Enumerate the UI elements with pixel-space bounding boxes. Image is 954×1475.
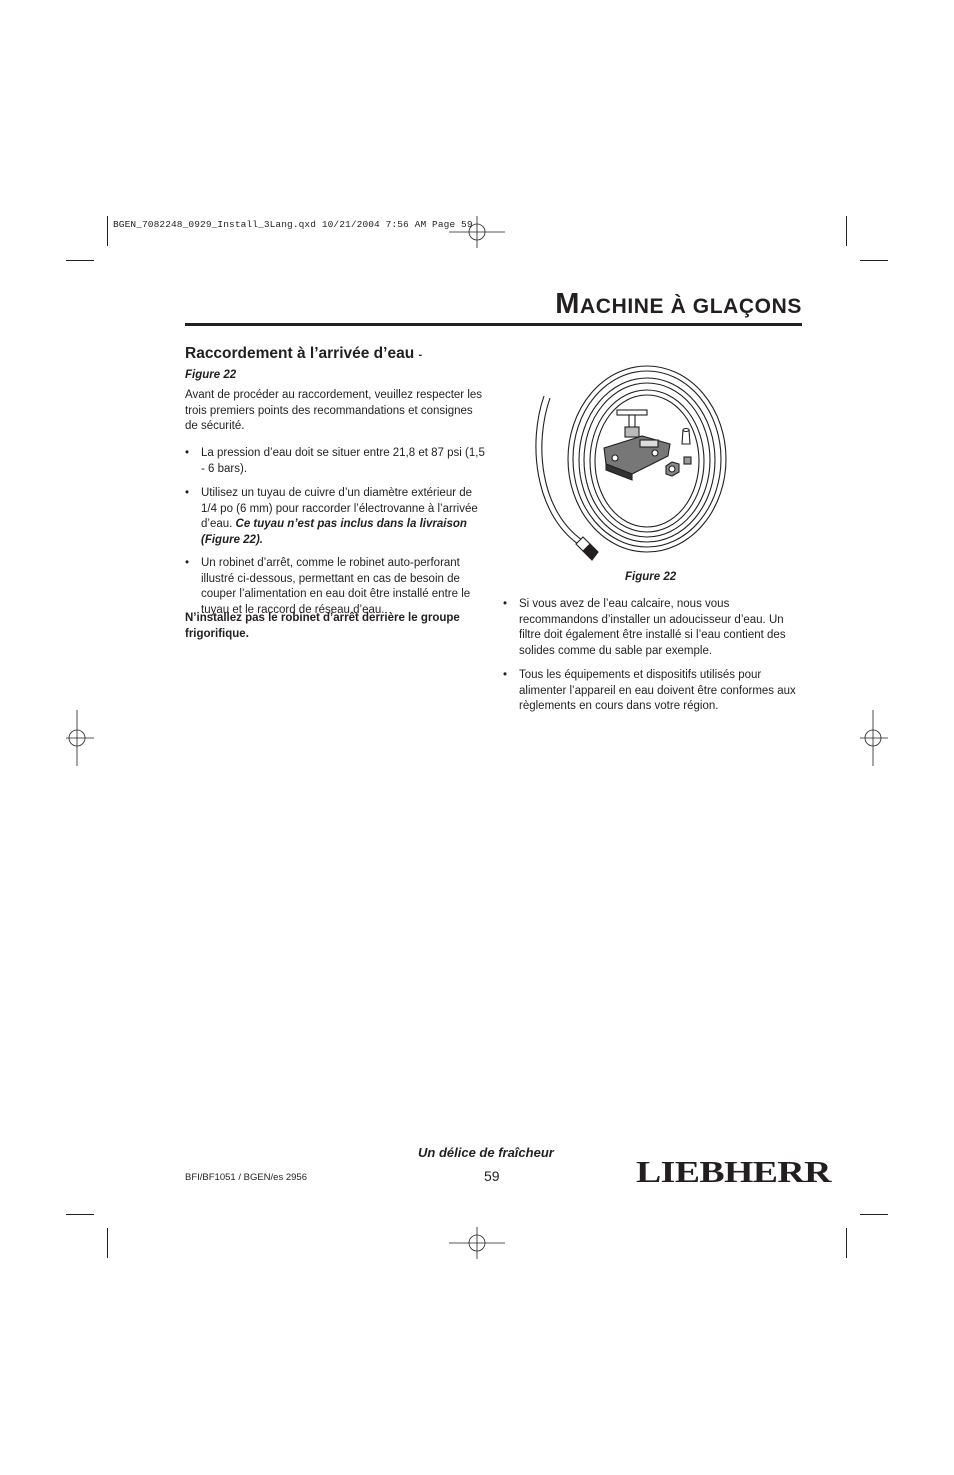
list-item: • Si vous avez de l’eau calcaire, nous vous recommandons d’installer un adoucisseur d’eau. Un filtre doit également être installé si l’eau contient des solides comme du sable par exemple. — [503, 598, 786, 657]
intro-paragraph: Avant de procéder au raccordement, veuillez respecter les trois premiers points des recommandations et consignes de sécurité. — [185, 389, 483, 432]
list-item: • Utilisez un tuyau de cuivre d’un diamètre extérieur de 1/4 po (6 mm) pour raccorder l’électrovanne à l’arrivée d’eau. Ce tuyau n’est pas inclus dans la livraison (Figure 22). — [185, 487, 478, 546]
print-slug: BGEN_7082248_0929_Install_3Lang.qxd 10/21/2004 7:56 AM Page 59 — [113, 219, 473, 230]
figure-caption: Figure 22 — [625, 571, 677, 583]
figure-reference: Figure 22 — [185, 369, 237, 381]
list-item: • La pression d’eau doit se situer entre 21,8 et 87 psi (1,5 - 6 bars). — [185, 447, 485, 475]
section-heading: Raccordement à l’arrivée d’eau - — [185, 345, 423, 362]
warning-note: N’installez pas le robinet d’arrêt derrière le groupe frigorifique. — [185, 612, 460, 640]
page-number: 59 — [484, 1168, 500, 1184]
list-item: • Un robinet d’arrêt, comme le robinet auto-perforant illustré ci-dessous, permettant en cas de besoin de couper l’alimentation en eau doit être installé entre le tuyau et le raccord de réseau d’eau. — [185, 557, 471, 616]
model-number: BFI/BF1051 / BGEN/es 2956 — [185, 1172, 307, 1183]
page-title: MACHINE À GLAÇONS — [555, 288, 802, 320]
tagline: Un délice de fraîcheur — [418, 1145, 554, 1160]
list-item: • Tous les équipements et dispositifs utilisés pour alimenter l’appareil en eau doivent être conformes aux règlements en cours dans votre région. — [503, 669, 796, 712]
liebherr-logo: LIEBHERR — [636, 1154, 831, 1189]
title-rule — [185, 323, 802, 326]
left-bullet-list — [185, 446, 485, 627]
copper-tubing-illustration — [520, 352, 730, 582]
right-bullet-list — [503, 597, 803, 724]
